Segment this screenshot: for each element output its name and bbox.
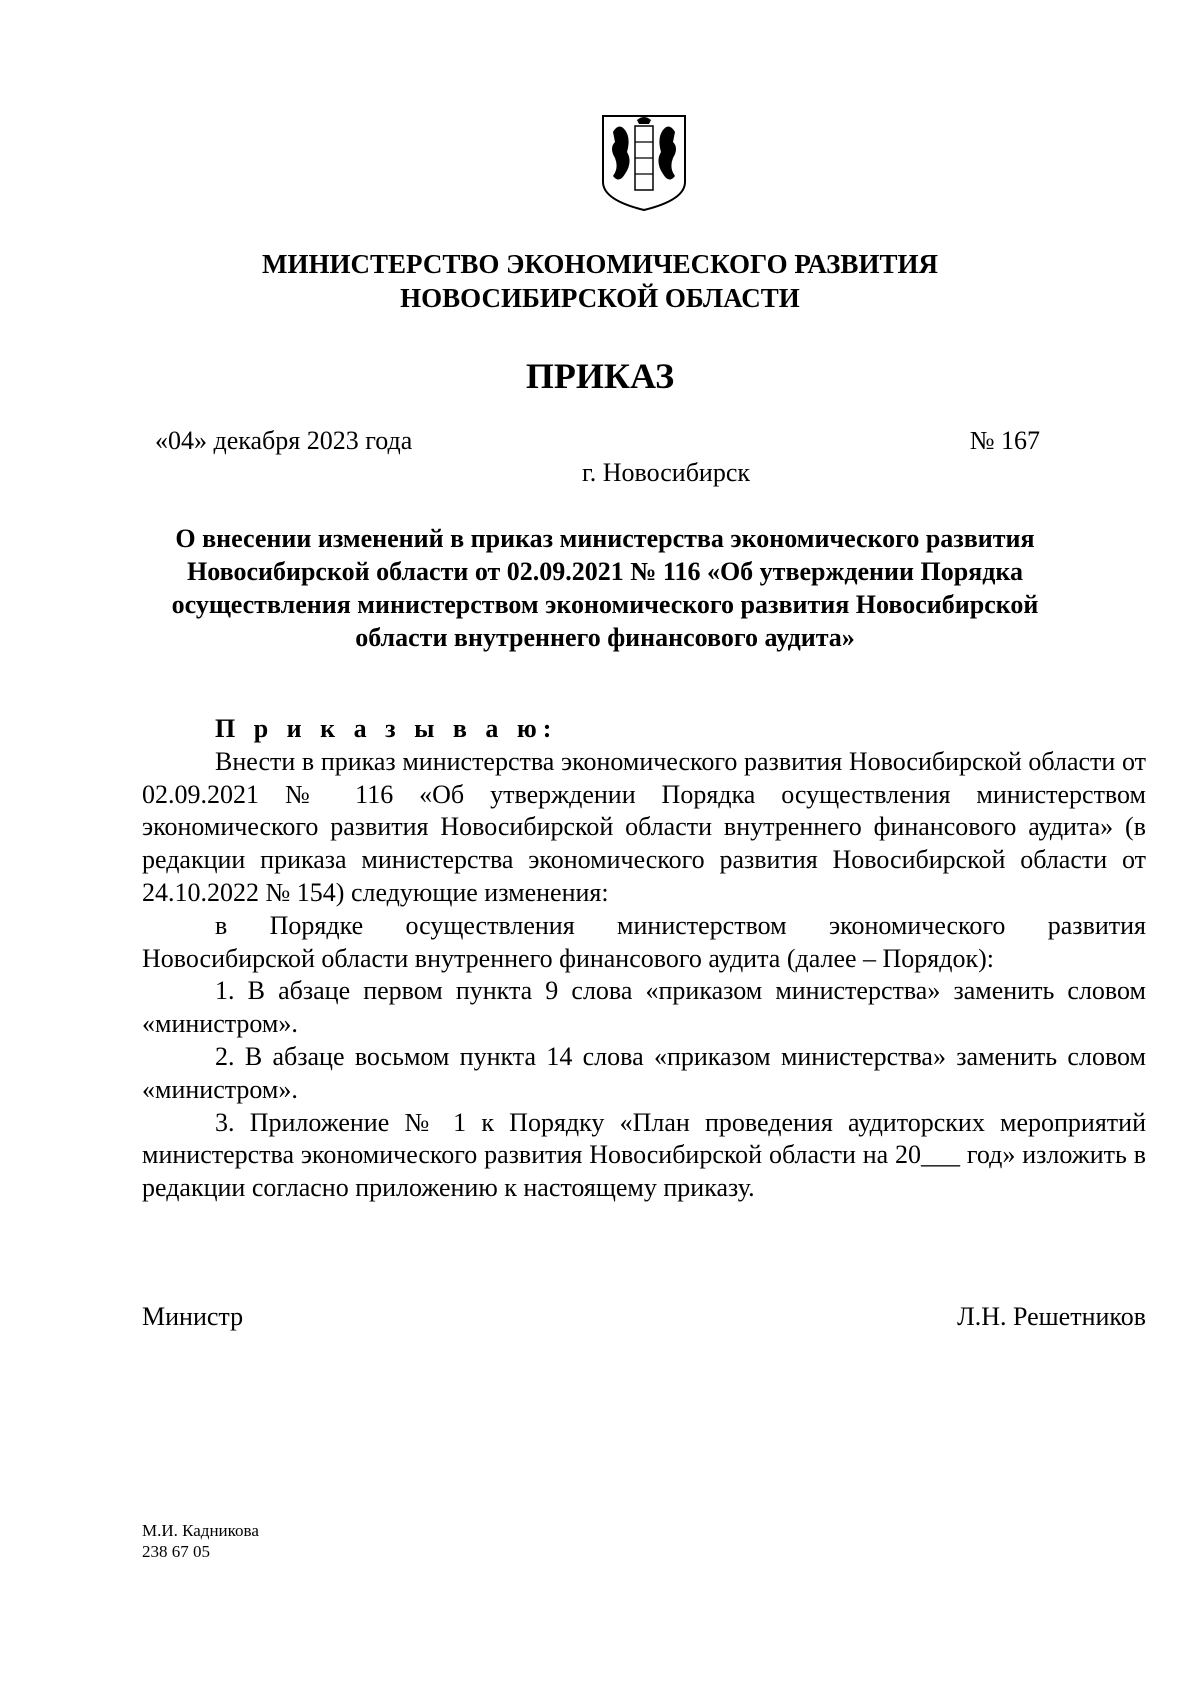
signatory-role: Министр xyxy=(142,1302,244,1331)
ministry-name xyxy=(0,247,1200,315)
executor-phone: 238 67 05 xyxy=(142,1542,210,1561)
signatory-name: Л.Н. Решетников xyxy=(957,1302,1146,1331)
coat-of-arms-icon xyxy=(599,112,689,214)
ministry-name-line2: НОВОСИБИРСКОЙ ОБЛАСТИ xyxy=(400,283,800,313)
order-number: № 167 xyxy=(969,426,1040,455)
order-city: г. Новосибирск xyxy=(582,458,751,487)
order-date: «04» декабря 2023 года xyxy=(155,426,413,455)
ministry-name-line1: МИНИСТЕРСТВО ЭКОНОМИЧЕСКОГО РАЗВИТИЯ xyxy=(262,249,938,279)
order-directive xyxy=(142,713,1146,746)
order-body xyxy=(142,713,1146,1205)
executor-info xyxy=(142,1520,259,1562)
body-paragraph: 3. Приложение № 1 к Порядку «План проведения аудиторских мероприятий министерства экономического развития Новосибирской области на 20___ год» изложить в редакции согласно приложению к настоящему приказу. xyxy=(142,1107,1146,1203)
order-word: П р и к а з ы в а ю: xyxy=(215,714,558,743)
body-paragraph: в Порядке осуществления министерством экономического развития Новосибирской области внутреннего финансового аудита (далее – Порядок): xyxy=(142,910,1146,973)
body-paragraph: 1. В абзаце первом пункта 9 слова «приказом министерства» заменить словом «министром». xyxy=(142,976,1146,1039)
executor-name: М.И. Кадникова xyxy=(142,1521,259,1540)
body-paragraph: Внести в приказ министерства экономического развития Новосибирской области от 02.09.2021 № 116 «Об утверждении Порядка осуществления министерством экономического развития Новосибирской области внутреннего финансового аудита» (в редакции приказа министерства экономического развития Новосибирской области от 24.10.2022 № 154) следующие изменения: xyxy=(142,746,1146,907)
document-type: ПРИКАЗ xyxy=(525,356,675,396)
order-subject: О внесении изменений в приказ министерства экономического развития Новосибирской области от 02.09.2021 № 116 «Об утверждении Порядка осуществления министерством экономического развития Новосибирской области внутреннего финансового аудита» xyxy=(171,524,1039,652)
body-paragraph: 2. В абзаце восьмом пункта 14 слова «приказом министерства» заменить словом «министром». xyxy=(142,1041,1146,1104)
